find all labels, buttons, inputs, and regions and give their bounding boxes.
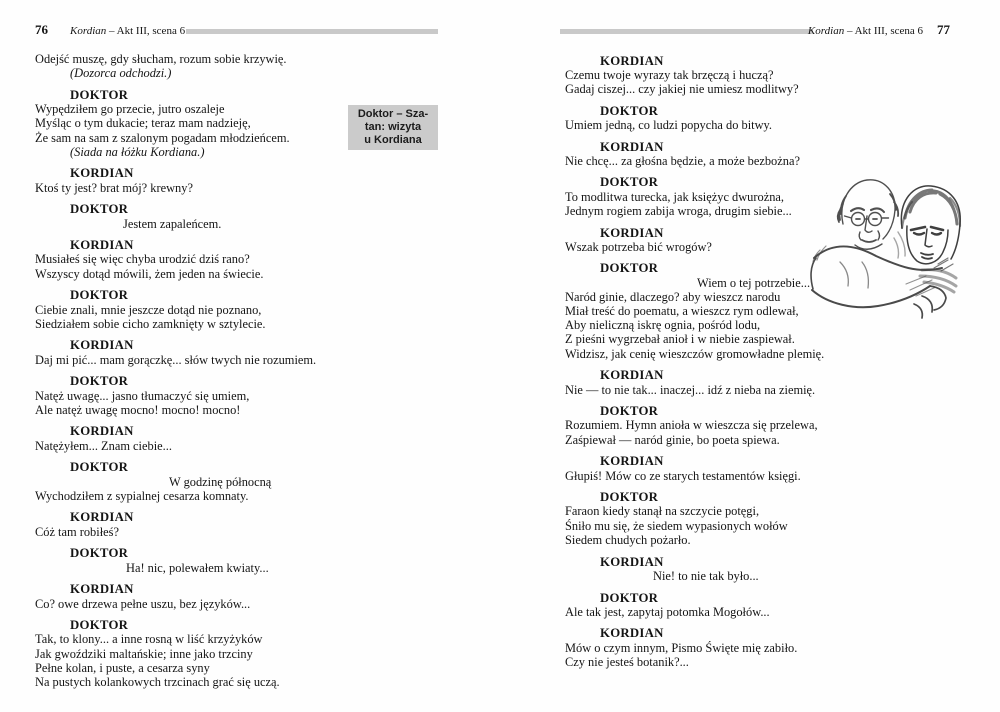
dialogue-line: Miał treść do poematu, a wieszcz rym odlewał,: [565, 304, 799, 319]
speaker-name: KORDIAN: [600, 139, 664, 154]
dialogue-line: Mów o czym innym, Pismo Święte mię zabiło.: [565, 640, 798, 655]
dialogue-line: Zaśpiewał — naród ginie, bo poeta spiewa.: [565, 432, 780, 447]
dialogue-line: Widzisz, jak cenię wieszczów gromowładne plemię.: [565, 346, 825, 361]
page-77-text-column: [565, 46, 985, 669]
margin-note-line: tan: wizyta: [364, 121, 422, 133]
speaker-name: DOKTOR: [600, 490, 659, 505]
dialogue-line: Wychodziłem z sypialnej cesarza komnaty.: [35, 488, 249, 503]
page-number-right: 77: [937, 22, 950, 37]
dialogue-line: W godzinę północną: [169, 474, 272, 489]
dialogue-line: Myśląc o tym dukacie; teraz mam nadzieję,: [35, 116, 251, 131]
dialogue-line: Śniło mu się, że siedem wypasionych wołów: [565, 518, 788, 533]
dialogue-line: Ale natęż uwagę mocno! mocno! mocno!: [35, 402, 241, 417]
margin-note-line: u Kordiana: [364, 134, 422, 146]
margin-note-line: Doktor – Sza-: [357, 108, 429, 120]
dialogue-line: Z pieśni wygrzebał anioł i w niebie zaspiewał.: [565, 332, 795, 347]
dialogue-line: Ale tak jest, zapytaj potomka Mogołów...: [565, 604, 770, 619]
speaker-name: KORDIAN: [600, 225, 664, 240]
dialogue-line: Daj mi pić... mam gorączkę... słów twych nie rozumiem.: [35, 352, 317, 367]
dialogue-line: Pełne kolan, i puste, a cesarza syny: [35, 660, 210, 675]
dialogue-line: Jak gwoździki maltańskie; inne jako trzciny: [35, 646, 253, 661]
dialogue-line: Cóż tam robiłeś?: [35, 524, 119, 539]
dialogue-line: Ciebie znali, mnie jeszcze dotąd nie poznano,: [35, 302, 262, 317]
speaker-name: KORDIAN: [600, 53, 664, 68]
dialogue-line: Jednym rogiem zabija wroga, drugim siebie...: [565, 203, 792, 218]
dialogue-line: Aby nieliczną iskrę ognia, pośród lodu,: [565, 318, 761, 333]
dialogue-line: Czy nie jesteś botanik?...: [565, 654, 689, 669]
running-title-right-book: Kordian: [807, 25, 845, 37]
running-title-right: [808, 25, 923, 37]
dialogue-line: Faraon kiedy stanął na szczycie potęgi,: [565, 504, 760, 519]
speaker-name: KORDIAN: [70, 424, 134, 439]
speaker-name: DOKTOR: [600, 590, 659, 605]
dialogue-line: Że sam na sam z szalonym pogadam młodzieńcem.: [35, 130, 290, 145]
dialogue-line: Czemu twoje wyrazy tak brzęczą i huczą?: [565, 67, 774, 82]
dialogue-line: Nie! to nie tak było...: [653, 568, 759, 583]
speaker-name: KORDIAN: [600, 554, 664, 569]
stage-direction: (Siada na łóżku Kordiana.): [70, 144, 205, 159]
speaker-name: DOKTOR: [70, 202, 129, 217]
dialogue-line: Natężyłem... Znam ciebie...: [35, 438, 172, 453]
stage-direction: (Dozorca odchodzi.): [70, 66, 172, 81]
speaker-name: DOKTOR: [70, 87, 129, 102]
dialogue-line: Umiem jedną, co ludzi popycha do bitwy.: [565, 117, 773, 132]
doktor-kordian-sketch-illustration: [810, 166, 992, 334]
dialogue-line: Siedziałem sobie cicho zamknięty w sztylecie.: [35, 316, 266, 331]
speaker-name: KORDIAN: [70, 238, 134, 253]
dialogue-line: Nie chcę... za głośna będzie, a może bezbożna?: [565, 153, 800, 168]
kordian-head-sketch: [901, 186, 960, 292]
dialogue-line: Nie — to nie tak... inaczej... idź z nieba na ziemię.: [565, 382, 816, 397]
speaker-name: KORDIAN: [600, 454, 664, 469]
dialogue-line: Siedem chudych pożarło.: [565, 532, 691, 547]
speaker-name: DOKTOR: [600, 103, 659, 118]
dialogue-line: Odejść muszę, gdy słucham, rozum sobie krzywię.: [35, 52, 287, 66]
speaker-name: KORDIAN: [70, 582, 134, 597]
margin-note-box: [348, 105, 438, 150]
dialogue-line: Wiem o tej potrzebie...: [697, 275, 811, 290]
speaker-name: DOKTOR: [70, 618, 129, 633]
speaker-name: KORDIAN: [70, 166, 134, 181]
dialogue-line: Tak, to klony... a inne rosną w liść krzyżyków: [35, 632, 263, 647]
dialogue-line: Głupiś! Mów co ze starych testamentów księgi.: [565, 468, 801, 483]
speaker-name: KORDIAN: [70, 338, 134, 353]
speaker-name: DOKTOR: [600, 404, 659, 419]
dialogue-line: Wszak potrzeba bić wrogów?: [565, 239, 712, 254]
dialogue-line: Naród ginie, dlaczego? aby wieszcz narodu: [565, 289, 781, 304]
running-head-right: [0, 22, 950, 38]
dialogue-line: Natęż uwagę... jasno tłumaczyć się umiem,: [35, 388, 250, 403]
dialogue-line: To modlitwa turecka, jak księżyc dwurożna,: [565, 189, 784, 204]
dialogue-line: Rozumiem. Hymn anioła w wieszcza się przelewa,: [565, 418, 818, 433]
dialogue-line: Jestem zapaleńcem.: [123, 216, 222, 231]
speaker-name: DOKTOR: [70, 546, 129, 561]
speaker-name: KORDIAN: [600, 368, 664, 383]
dialogue-line: Na pustych kolankowych trzcinach grać się uczą.: [35, 675, 280, 690]
dialogue-line: Musiałeś się więc chyba urodzić dziś rano?: [35, 252, 250, 267]
dialogue-line: Wypędziłem go przecie, jutro oszaleje: [35, 102, 225, 117]
page-number-left: 76: [35, 22, 48, 37]
speaker-name: DOKTOR: [70, 288, 129, 303]
running-title-right-scene: – Akt III, scena 6: [844, 25, 923, 37]
speaker-name: DOKTOR: [70, 374, 129, 389]
dialogue-line: Wszyscy dotąd mówili, żem jeden na świecie.: [35, 266, 264, 281]
speaker-name: KORDIAN: [600, 626, 664, 641]
dialogue-line: Co? owe drzewa pełne uszu, bez języków...: [35, 596, 251, 611]
dialogue-line: Ha! nic, polewałem kwiaty...: [126, 560, 269, 575]
running-title-left-book: Kordian: [70, 25, 107, 37]
dialogue-line: Ktoś ty jest? brat mój? krewny?: [35, 180, 193, 195]
speaker-name: KORDIAN: [70, 510, 134, 525]
dialogue-line: Gadaj ciszej... czy jakiej nie umiesz modlitwy?: [565, 81, 799, 96]
speaker-name: DOKTOR: [600, 175, 659, 190]
speaker-name: DOKTOR: [70, 460, 129, 475]
running-title-left-scene: – Akt III, scena 6: [106, 25, 186, 37]
speaker-name: DOKTOR: [600, 261, 659, 276]
